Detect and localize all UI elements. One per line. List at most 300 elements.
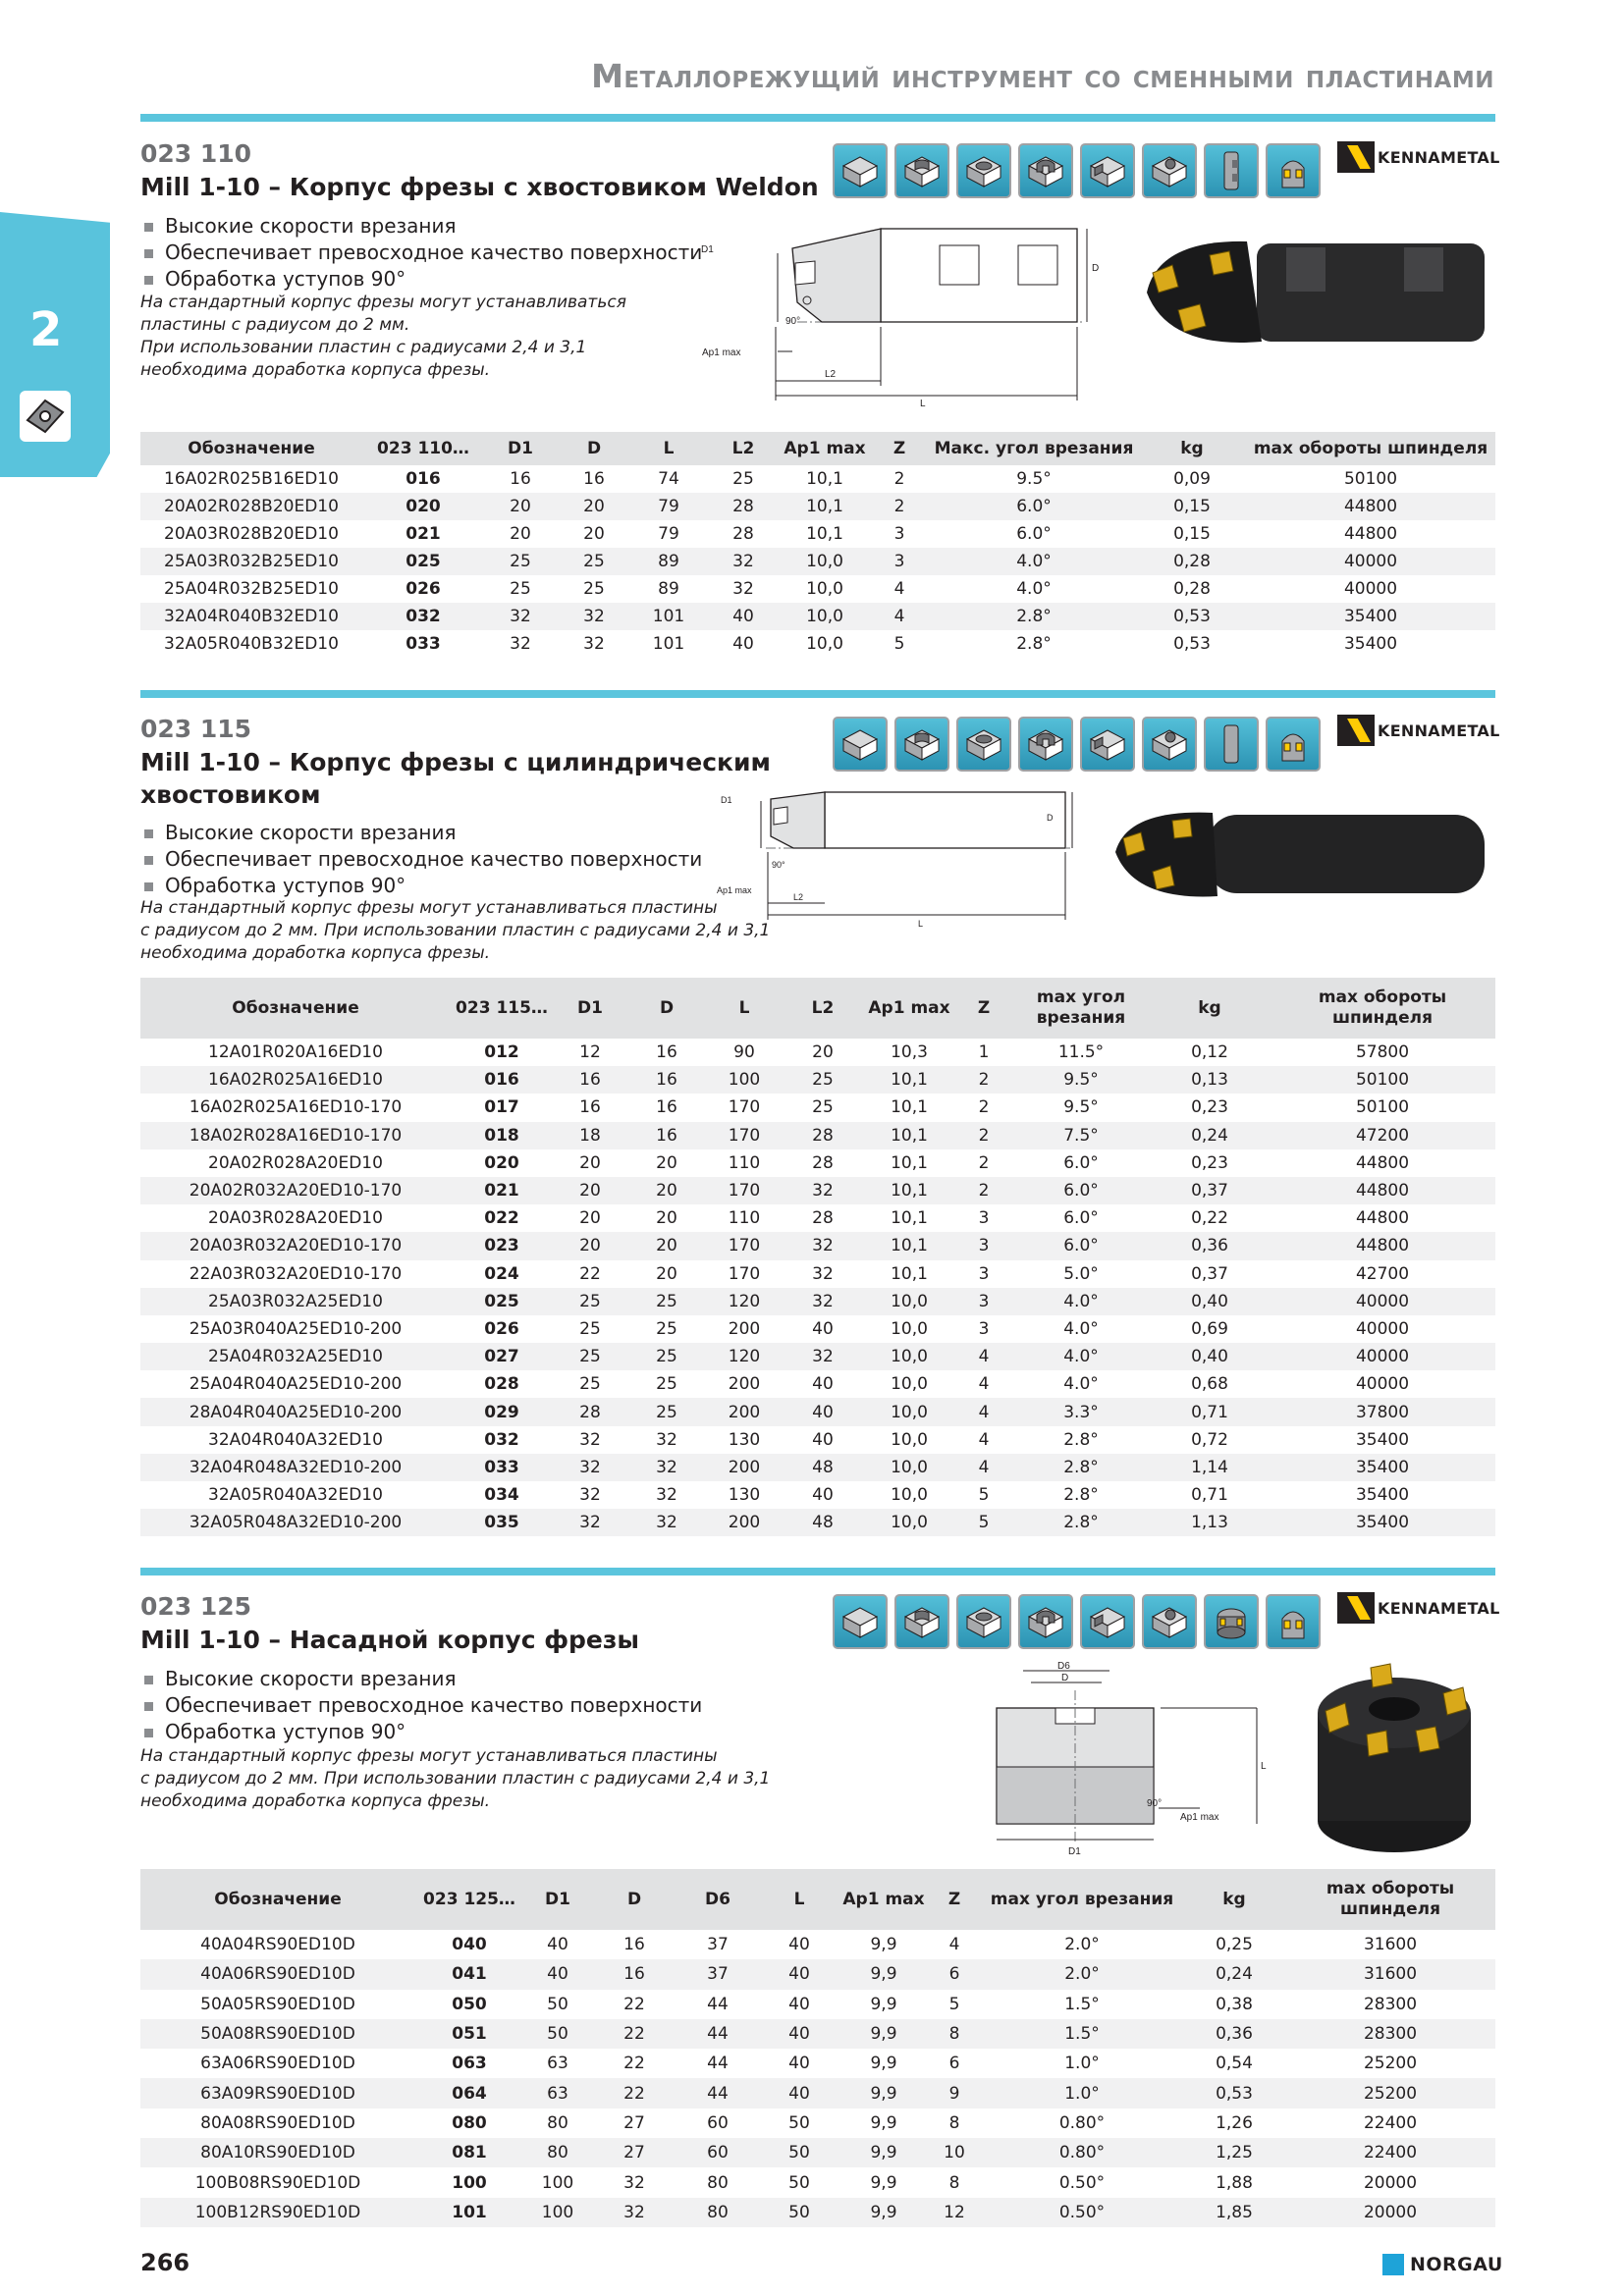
dim-label-d1: D1	[721, 795, 732, 805]
table-cell: 35400	[1355, 1429, 1410, 1450]
weldon-shank-icon	[1204, 143, 1259, 198]
dim-label-d6: D6	[1057, 1661, 1070, 1672]
table-cell: 20	[627, 1177, 706, 1204]
table-cell: 1,85	[1183, 2198, 1285, 2227]
designation-cell: 40A06RS90ED10D	[140, 1959, 415, 1989]
table-cell: 9,9	[839, 2198, 928, 2227]
table-cell: 170	[728, 1097, 761, 1118]
table-row	[140, 1232, 1495, 1259]
table-cell: 1	[978, 1042, 990, 1063]
table-cell: 32	[627, 1454, 706, 1481]
column-header: L	[631, 432, 706, 465]
column-header: Обозначение	[140, 432, 362, 465]
table-cell: 0,15	[1138, 493, 1246, 520]
table-cell: 20	[510, 524, 531, 544]
dim-label-d1: D1	[701, 244, 714, 255]
table-cell: 9	[928, 2078, 981, 2108]
table-cell: 20	[812, 1042, 834, 1063]
table-cell: 74	[658, 469, 679, 489]
column-header: max обороты шпинделя	[1270, 978, 1495, 1039]
table-row	[140, 1260, 1495, 1288]
section-divider	[140, 690, 1495, 698]
designation-cell: 32A04R040B32ED10	[140, 603, 362, 630]
table-cell: 22	[623, 2054, 645, 2074]
slotting-icon	[894, 1594, 949, 1649]
table-cell: 40	[759, 2078, 839, 2108]
note-line: На стандартный корпус фрезы могут устанавливаться пластины	[140, 1746, 718, 1766]
table-row	[140, 1509, 1495, 1536]
table-row	[140, 1959, 1495, 1989]
table-cell: 1,13	[1150, 1509, 1270, 1536]
table-cell: 40	[788, 1935, 810, 1955]
dim-label-ap1: Ap1 max	[702, 347, 741, 358]
table-cell: 50100	[1270, 1066, 1495, 1094]
table-cell: 9,9	[870, 1935, 897, 1955]
order-code-cell: 026	[484, 1318, 519, 1339]
table-cell: 4.0°	[1063, 1374, 1099, 1395]
table-cell: 60	[676, 2138, 759, 2167]
table-cell: 50	[759, 2138, 839, 2167]
table-cell: 32	[656, 1485, 677, 1506]
table-cell: 79	[631, 493, 706, 520]
table-cell: 9,9	[839, 2019, 928, 2049]
table-cell: 40	[706, 603, 781, 630]
table-cell: 28	[706, 493, 781, 520]
designation-cell: 32A05R040A32ED10	[208, 1485, 383, 1506]
feature-item: Обработка уступов 90°	[142, 873, 702, 899]
table-cell: 25200	[1363, 2054, 1418, 2074]
table-cell: 0,09	[1173, 469, 1211, 489]
note-line: необходима доработка корпуса фрезы.	[140, 943, 491, 963]
table-cell: 40	[523, 1959, 592, 1989]
table-cell: 200	[728, 1374, 761, 1395]
table-cell: 40000	[1355, 1374, 1410, 1395]
table-cell: 32	[706, 548, 781, 575]
kennametal-logo-icon	[1337, 1592, 1375, 1624]
column-header: 023 115…	[451, 978, 553, 1039]
table-cell: 10,1	[891, 1152, 928, 1173]
table-cell: 110	[728, 1208, 761, 1229]
table-cell: 40	[812, 1374, 834, 1395]
column-header: L	[706, 978, 783, 1039]
designation-cell: 25A04R032A25ED10	[140, 1343, 451, 1370]
table-cell: 35400	[1270, 1509, 1495, 1536]
note-line: пластины с радиусом до 2 мм.	[140, 315, 410, 335]
table-cell: 37	[707, 1935, 729, 1955]
table-cell: 44800	[1270, 1177, 1495, 1204]
table-cell: 25	[627, 1288, 706, 1315]
table-cell: 37	[676, 1959, 759, 1989]
table-cell: 80	[523, 2138, 592, 2167]
table-cell: 40	[788, 1994, 810, 2014]
column-header: max обороты шпинделя	[1285, 1869, 1495, 1930]
table-cell: 44	[676, 2019, 759, 2049]
column-header: D6	[676, 1869, 759, 1930]
helical-interpolation-icon	[1018, 143, 1073, 198]
table-cell: 12	[579, 1042, 601, 1063]
table-cell: 2.8°	[1012, 1454, 1150, 1481]
table-row	[140, 1930, 1495, 1959]
table-cell: 40	[759, 2019, 839, 2049]
column-header: D1	[553, 978, 627, 1039]
dim-label-d: D	[1047, 813, 1054, 823]
table-cell: 32	[557, 603, 631, 630]
column-header: D1	[484, 432, 557, 465]
table-cell: 4	[955, 1343, 1012, 1370]
table-cell: 9,9	[839, 1959, 928, 1989]
operation-icons-023110	[833, 143, 1321, 198]
designation-cell: 63A09RS90ED10D	[140, 2078, 415, 2108]
table-cell: 0.80°	[981, 2138, 1183, 2167]
column-header: Ap1 max	[839, 1869, 928, 1930]
table-cell: 4.0°	[1012, 1288, 1150, 1315]
table-row	[140, 1481, 1495, 1509]
table-cell: 40000	[1270, 1343, 1495, 1370]
table-cell: 0,13	[1150, 1066, 1270, 1094]
feature-list-023110	[142, 213, 702, 293]
table-cell: 16	[627, 1066, 706, 1094]
table-row	[140, 2078, 1495, 2108]
table-cell: 10	[928, 2138, 981, 2167]
table-cell: 32	[783, 1177, 863, 1204]
table-cell: 16	[510, 469, 531, 489]
table-cell: 25	[510, 579, 531, 599]
slotting-icon	[894, 717, 949, 772]
table-cell: 0.80°	[1058, 2112, 1106, 2133]
order-code-cell: 018	[451, 1122, 553, 1149]
table-cell: 20000	[1363, 2172, 1418, 2193]
table-cell: 3	[978, 1318, 990, 1339]
order-code-cell: 040	[452, 1935, 487, 1955]
tool-body-icon	[1266, 717, 1321, 772]
table-cell: 0,37	[1150, 1177, 1270, 1204]
table-row	[140, 1039, 1495, 1066]
face-milling-icon	[833, 717, 888, 772]
shoulder-milling-icon	[1080, 717, 1135, 772]
operation-icons-023125	[833, 1594, 1321, 1649]
order-code-cell: 034	[484, 1485, 519, 1506]
table-cell: 10,0	[863, 1343, 955, 1370]
footer-brand	[1382, 2254, 1503, 2275]
designation-cell: 32A05R048A32ED10-200	[140, 1509, 451, 1536]
table-cell: 6.0°	[930, 493, 1138, 520]
table-cell: 2	[869, 493, 930, 520]
technical-drawing-023115	[717, 787, 1080, 934]
table-row	[140, 1204, 1495, 1232]
table-cell: 31600	[1285, 1959, 1495, 1989]
table-cell: 2.0°	[1064, 1935, 1100, 1955]
designation-cell: 18A02R028A16ED10-170	[140, 1122, 451, 1149]
table-cell: 6.0°	[1012, 1177, 1150, 1204]
table-cell: 4	[955, 1398, 1012, 1425]
table-cell: 1,88	[1216, 2172, 1253, 2193]
column-header: 023 110…	[362, 432, 484, 465]
table-cell: 32	[812, 1263, 834, 1284]
table-header-row	[140, 978, 1495, 1039]
order-code-cell: 021	[406, 524, 441, 544]
table-cell: 40	[783, 1398, 863, 1425]
table-cell: 44800	[1343, 524, 1398, 544]
header-divider	[140, 114, 1495, 122]
table-cell: 32	[783, 1232, 863, 1259]
spec-table-023125	[140, 1869, 1495, 2227]
table-row	[140, 1398, 1495, 1425]
brand-logo	[1337, 715, 1500, 746]
brand-logo-text: KENNAMETAL	[1378, 1598, 1500, 1618]
slotting-icon	[894, 143, 949, 198]
designation-cell: 20A02R028B20ED10	[140, 493, 362, 520]
order-code-cell: 033	[406, 634, 441, 654]
table-cell: 44	[707, 1994, 729, 2014]
table-cell: 27	[592, 2138, 676, 2167]
pocketing-icon	[956, 717, 1011, 772]
table-cell: 9,9	[870, 2112, 897, 2133]
table-cell: 1.5°	[1064, 1994, 1100, 2014]
table-cell: 10,3	[891, 1042, 928, 1063]
table-cell: 16	[656, 1042, 677, 1063]
table-cell: 120	[706, 1288, 783, 1315]
table-cell: 47200	[1270, 1122, 1495, 1149]
dim-label-d: D	[1061, 1673, 1069, 1683]
table-cell: 4.0°	[1063, 1318, 1099, 1339]
table-cell: 28300	[1363, 1994, 1418, 2014]
table-cell: 200	[728, 1318, 761, 1339]
column-header: Ap1 max	[863, 978, 955, 1039]
table-cell: 50	[788, 2172, 810, 2193]
table-cell: 170	[728, 1263, 761, 1284]
table-cell: 2.8°	[1016, 634, 1052, 654]
table-cell: 10,0	[781, 548, 869, 575]
table-cell: 0,37	[1191, 1263, 1228, 1284]
brand-logo	[1337, 1592, 1500, 1624]
table-cell: 25	[553, 1288, 627, 1315]
order-code-cell: 032	[484, 1429, 519, 1450]
table-cell: 32	[484, 603, 557, 630]
table-cell: 50	[759, 2198, 839, 2227]
order-code-cell: 025	[362, 548, 484, 575]
column-header: max угол врезания	[1012, 978, 1150, 1039]
table-cell: 10,0	[891, 1318, 928, 1339]
plunging-icon	[1142, 1594, 1197, 1649]
page-header-title: Металлорежущий инструмент со сменными пластинами	[591, 57, 1494, 95]
table-cell: 28	[812, 1208, 834, 1229]
section-title-023115	[140, 746, 771, 811]
table-cell: 32	[627, 1509, 706, 1536]
table-cell: 40000	[1343, 579, 1398, 599]
page-number: 266	[140, 2249, 190, 2276]
table-cell: 22	[623, 1994, 645, 2014]
table-cell: 0,71	[1150, 1398, 1270, 1425]
table-cell: 0,53	[1173, 634, 1211, 654]
table-cell: 0,24	[1183, 1959, 1285, 1989]
column-header: Обозначение	[140, 1869, 415, 1930]
plunging-icon	[1142, 143, 1197, 198]
table-cell: 5	[948, 1994, 960, 2014]
table-cell: 90	[733, 1042, 755, 1063]
designation-cell: 16A02R025A16ED10	[140, 1066, 451, 1094]
dim-label-angle: 90°	[785, 316, 801, 327]
feature-item: Обработка уступов 90°	[142, 1719, 702, 1745]
column-header: Обозначение	[140, 978, 451, 1039]
table-cell: 35400	[1246, 603, 1495, 630]
table-cell: 18	[553, 1122, 627, 1149]
table-cell: 130	[728, 1485, 761, 1506]
table-cell: 0,24	[1150, 1122, 1270, 1149]
order-code-cell: 028	[484, 1374, 519, 1395]
table-cell: 20	[553, 1177, 627, 1204]
designation-cell: 25A04R032B25ED10	[164, 579, 339, 599]
table-cell: 3	[978, 1208, 990, 1229]
table-cell: 10,1	[863, 1122, 955, 1149]
table-cell: 10,0	[891, 1485, 928, 1506]
dim-label-ap1: Ap1 max	[717, 885, 752, 895]
table-cell: 25	[732, 469, 754, 489]
dim-label-l: L	[920, 399, 926, 409]
table-cell: 50	[547, 1994, 568, 2014]
feature-item: Высокие скорости врезания	[142, 213, 702, 240]
column-header: Z	[928, 1869, 981, 1930]
table-row	[140, 2138, 1495, 2167]
table-cell: 20	[579, 1208, 601, 1229]
designation-cell: 20A03R028B20ED10	[164, 524, 339, 544]
spec-table-023110	[140, 432, 1495, 658]
column-header: Ap1 max	[781, 432, 869, 465]
table-cell: 4.0°	[1012, 1343, 1150, 1370]
table-cell: 3	[955, 1232, 1012, 1259]
designation-cell: 12A01R020A16ED10	[208, 1042, 383, 1063]
table-cell: 0,54	[1216, 2054, 1253, 2074]
table-cell: 20000	[1285, 2198, 1495, 2227]
designation-cell: 40A04RS90ED10D	[200, 1935, 355, 1955]
table-cell: 28	[553, 1398, 627, 1425]
column-header: L2	[706, 432, 781, 465]
pocketing-icon	[956, 143, 1011, 198]
table-cell: 89	[658, 579, 679, 599]
table-cell: 32	[656, 1429, 677, 1450]
table-cell: 31600	[1363, 1935, 1418, 1955]
table-cell: 40	[732, 634, 754, 654]
column-header: D	[627, 978, 706, 1039]
table-cell: 10,1	[806, 524, 843, 544]
table-cell: 1,14	[1150, 1454, 1270, 1481]
table-cell: 0,68	[1191, 1374, 1228, 1395]
table-cell: 2	[978, 1152, 990, 1173]
table-cell: 22400	[1363, 2112, 1418, 2133]
dim-label-angle: 90°	[1147, 1798, 1163, 1809]
table-cell: 20	[579, 1152, 601, 1173]
column-header: L2	[783, 978, 863, 1039]
kennametal-logo-icon	[1337, 141, 1375, 173]
feature-item: Обеспечивает превосходное качество поверхности	[142, 846, 702, 873]
table-cell: 16	[623, 1935, 645, 1955]
note-023125	[140, 1745, 770, 1813]
table-cell: 0,72	[1191, 1429, 1228, 1450]
table-cell: 1.0°	[981, 2078, 1183, 2108]
table-cell: 6.0°	[1016, 524, 1052, 544]
table-cell: 63	[547, 2054, 568, 2074]
table-row	[140, 465, 1495, 493]
table-cell: 10,0	[781, 603, 869, 630]
title-line: Mill 1-10 – Корпус фрезы с цилиндрическим	[140, 748, 771, 776]
table-row	[140, 1315, 1495, 1343]
order-code-cell: 032	[362, 603, 484, 630]
table-cell: 10,1	[863, 1177, 955, 1204]
table-cell: 44800	[1355, 1208, 1410, 1229]
table-cell: 40	[812, 1318, 834, 1339]
designation-cell: 63A06RS90ED10D	[200, 2054, 355, 2074]
table-row	[140, 1426, 1495, 1454]
table-cell: 2.8°	[1063, 1485, 1099, 1506]
table-row	[140, 1343, 1495, 1370]
column-header: D	[592, 1869, 676, 1930]
table-cell: 16	[553, 1066, 627, 1094]
table-cell: 10,0	[863, 1288, 955, 1315]
table-cell: 100	[541, 2172, 574, 2193]
table-cell: 25	[579, 1374, 601, 1395]
table-cell: 6	[928, 1959, 981, 1989]
table-cell: 89	[631, 548, 706, 575]
table-cell: 25	[579, 1318, 601, 1339]
table-cell: 20	[656, 1152, 677, 1173]
column-header: kg	[1138, 432, 1246, 465]
column-header: kg	[1150, 978, 1270, 1039]
table-row	[140, 493, 1495, 520]
table-cell: 3	[869, 548, 930, 575]
table-cell: 16	[656, 1097, 677, 1118]
section-title-023125: Mill 1-10 – Насадной корпус фрезы	[140, 1626, 640, 1654]
table-cell: 50100	[1343, 469, 1398, 489]
table-cell: 25	[484, 548, 557, 575]
table-cell: 0,23	[1191, 1152, 1228, 1173]
table-cell: 40000	[1246, 548, 1495, 575]
table-cell: 3	[893, 524, 905, 544]
table-cell: 40	[547, 1935, 568, 1955]
table-cell: 27	[623, 2112, 645, 2133]
table-cell: 5	[978, 1485, 990, 1506]
table-cell: 44800	[1355, 1152, 1410, 1173]
table-cell: 0.50°	[981, 2198, 1183, 2227]
designation-cell: 32A05R040B32ED10	[164, 634, 339, 654]
column-header: Z	[869, 432, 930, 465]
table-cell: 16	[592, 1959, 676, 1989]
table-cell: 10,0	[806, 579, 843, 599]
table-cell: 1,26	[1216, 2112, 1253, 2133]
table-cell: 50	[788, 2112, 810, 2133]
tool-body-icon	[1266, 143, 1321, 198]
table-cell: 6.0°	[1063, 1208, 1099, 1229]
table-cell: 40	[759, 1959, 839, 1989]
table-cell: 25	[583, 579, 605, 599]
table-cell: 37800	[1270, 1398, 1495, 1425]
table-cell: 25	[553, 1343, 627, 1370]
section-code-023125: 023 125	[140, 1592, 252, 1621]
table-cell: 9,9	[870, 1994, 897, 2014]
table-cell: 200	[706, 1454, 783, 1481]
note-line: При использовании пластин с радиусами 2,4 и 3,1	[140, 338, 587, 357]
table-cell: 2.8°	[1063, 1429, 1099, 1450]
column-header: 023 125…	[415, 1869, 523, 1930]
order-code-cell: 022	[484, 1208, 519, 1229]
order-code-cell: 016	[406, 469, 441, 489]
order-code-cell: 050	[452, 1994, 487, 2014]
table-cell: 28	[812, 1152, 834, 1173]
designation-cell: 16A02R025A16ED10-170	[189, 1097, 403, 1118]
table-row	[140, 2167, 1495, 2197]
designation-cell: 25A03R032A25ED10	[140, 1288, 451, 1315]
table-cell: 0,36	[1183, 2019, 1285, 2049]
table-cell: 0,71	[1191, 1485, 1228, 1506]
table-header-row	[140, 1869, 1495, 1930]
